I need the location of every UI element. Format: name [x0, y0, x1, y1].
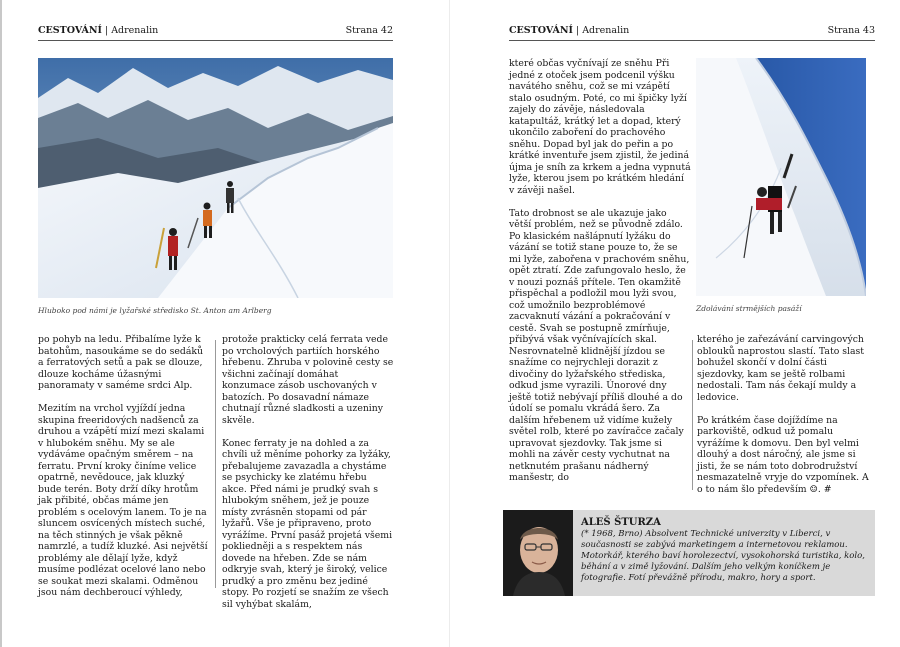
paragraph: Mezitím na vrchol vyjíždí jedna skupina freeridových nadšenců za druhou a vzápětí mizí mezi skalami v hlubokém sněhu. My se ale vydáváme opačným směrem – na ferratu. První kroky činíme velice opatrně, nevědouce, jak kluzký bude terén. Boty drží díky hrotům jak přibité, občas máme jen problém s ocelovým lanem. To je na sluncem osvícených místech suché, na těch stinných je však pěkně namrzlé, a tudíž kluzké. Asi největší problémy ale dělají lyže, když musíme podlézat ocelové lano nebo se soukat mezi skalami. Odměnou jsou nám dechberoucí výhledy,: [38, 403, 208, 598]
photo-caption: Zdolávání strmějších pasáží: [696, 304, 802, 313]
paragraph: protože prakticky celá ferrata vede po vrcholových partiích horského hřebenu. Zhruba v polovině cesty se všichni začínají domáhat konzumace zásob uschovaných v batozích. Po dosavadní námaze chutnají různé sladkosti a uzeniny skvěle.: [222, 334, 394, 426]
skier-climbing-photo: [696, 58, 866, 296]
paragraph: kterého je zařezávání carvingových oblouků naprostou slastí. Tato slast bohužel skončí v dolní části sjezdovky, kam se ještě rolbami nedostali. Tam nás čekají muldy a ledovice.: [697, 334, 865, 403]
header-separator: |: [575, 25, 580, 36]
subsection-label: Adrenalin: [582, 25, 630, 36]
text-column-1: [38, 334, 210, 610]
author-box: [503, 510, 875, 596]
right-header: [509, 25, 629, 39]
author-name: ALEŠ ŠTURZA: [581, 517, 661, 528]
header-rule: [38, 40, 393, 41]
text-column-1: [509, 58, 691, 495]
header-rule: [509, 40, 875, 41]
section-label: CESTOVÁNÍ: [38, 25, 102, 36]
text-column-2: [697, 334, 875, 507]
author-bio-block: [581, 517, 871, 584]
mountain-ferrata-photo: [38, 58, 393, 298]
header-separator: |: [104, 25, 109, 36]
column-rule: [215, 340, 216, 588]
author-bio: (* 1968, Brno) Absolvent Technické univerzity v Liberci, v současnosti se zabývá marketingem a internetovou reklamou. Motorkář, kterého baví horolezectví, vysokohorská turistika, kolo, běhání a v zimě lyžování. Dalším jeho velkým koníčkem je fotografie. Fotí převážně přírodu, makro, hory a sport.: [581, 529, 865, 583]
page-number: Strana 43: [827, 25, 875, 36]
section-label: CESTOVÁNÍ: [509, 25, 573, 36]
paragraph: po pohyb na ledu. Přibalíme lyže k batohům, nasoukáme se do sedáků a ferratových setů a pak se dlouze, dlouze kocháme úžasnými panoramaty v saméme srdci Alp.: [38, 334, 203, 391]
left-header: [38, 25, 158, 39]
page-edge: [0, 0, 2, 647]
text-column-2: [222, 334, 394, 622]
column-rule: [692, 340, 693, 490]
photo-caption: Hluboko pod námi je lyžařské středisko St. Anton am Arlberg: [38, 306, 272, 315]
paragraph: Po krátkém čase dojíždíme na parkoviště, odkud už pomalu vyrážíme k domovu. Den byl velmi dlouhý a dost náročný, ale jsme si jisti, že se nám toto dobrodružství nesmazatelně vryje do vzpomínek. A o to nám šlo především ☺. #: [697, 414, 869, 495]
paragraph: Tato drobnost se ale ukazuje jako větší problém, než se původně zdálo. Po klasickém našlápnutí lyžáku do vázání se totiž stane pouze to, že se mi lyže, zabořena v prachovém sněhu, opět ztratí. Zde zafungovalo heslo, že v nouzi poznáš přítele. Ten okamžitě přispěchal a podložil mou lyži svou, což umožnilo bezproblémové zacvaknutí vázání a pokračování v cestě. Svah se postupně zmírňuje, přibývá však vyčnívajících skal. Nesrovnatelně klidnější jízdou se snažíme co nejrychleji dorazit z divočiny do lyžařského střediska, odkud jsme vyrazili. Únorové dny ještě totiž nebývají příliš dlouhé a do údolí se pomalu vkrádá šero. Za dalším hřebenem už vidíme kužely světel rolb, které po zavíračce začaly upravovat sjezdovky. Tak jsme si mohli na závěr cesty vychutnat na netknutém prašanu nádherný manšestr, do: [509, 207, 690, 483]
page-number: Strana 42: [345, 25, 393, 36]
paragraph: Konec ferraty je na dohled a za chvíli už měníme pohorky za lyžáky, přebalujeme zavazadla a chystáme se psychicky ke zlatému hřebu akce. Před námi je prudký svah s hlubokým sněhem, jež je pouze místy zvrásněn stopami od pár lyžařů. Vše je připraveno, proto vyrážíme. První pasáž projetá všemi pokliedněji a s respektem nás dovede na hřeben. Zde se nám odkryje svah, který je široký, velice prudký a pro změnu bez jediné stopy. Po rozjetí se snažím ze všech sil vyhýbat skalám,: [222, 437, 393, 610]
author-portrait: [503, 510, 573, 596]
subsection-label: Adrenalin: [111, 25, 159, 36]
paragraph: které občas vyčnívají ze sněhu Při jedné z otoček jsem podcenil výšku navátého sněhu, což se mi vzápětí stalo osudným. Poté, co mi špičky lyží zajely do závěje, následovala katapultáž, krátký let a dopad, který ukončilo zaboření do prachového sněhu. Dopad byl jak do peřin a po krátké inventuře jsem zjistil, že jediná újma je sníh za krkem a jedna vypnutá lyže, kterou jsem po krátkém hledání v závěji našel.: [509, 58, 691, 196]
